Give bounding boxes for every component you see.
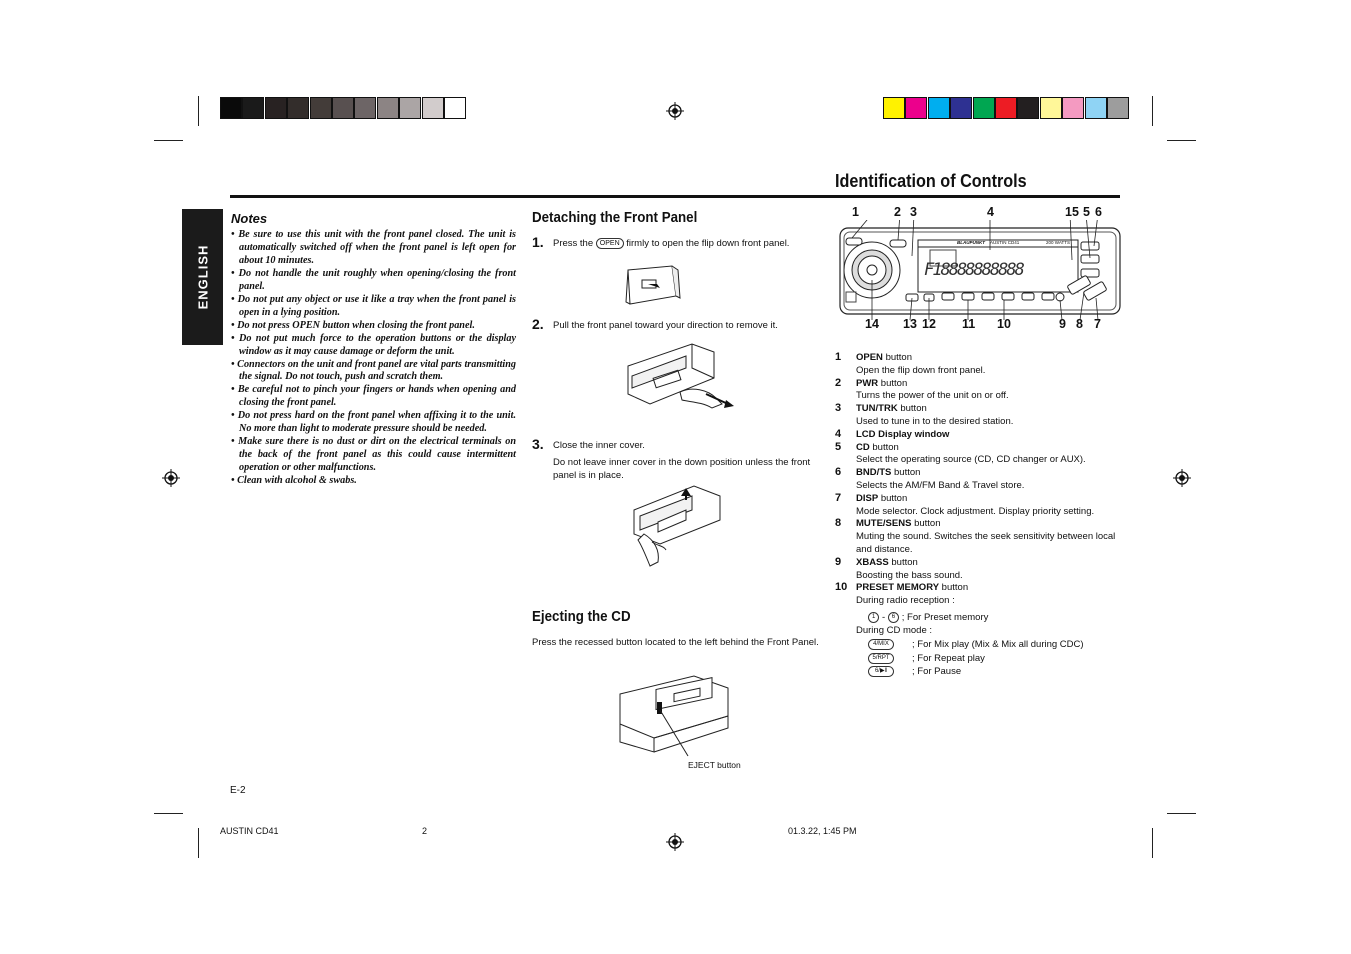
color-swatch bbox=[287, 97, 309, 119]
note-item: • Do not press OPEN button when closing the front panel. bbox=[231, 319, 475, 331]
color-swatch bbox=[1040, 97, 1062, 119]
registration-mark-icon bbox=[666, 102, 684, 120]
control-number: 3 bbox=[835, 402, 842, 415]
note-item: • Make sure there is no dust or dirt on the electrical terminals on the back of the front panel as this could cause intermittent operation or other malfunctions. bbox=[231, 436, 516, 474]
callout-label: 14 bbox=[865, 317, 879, 331]
step-number: 2. bbox=[532, 316, 544, 332]
language-label: ENGLISH bbox=[195, 244, 210, 310]
control-item bbox=[835, 442, 1125, 468]
control-number: 2 bbox=[835, 376, 842, 389]
control-number: 9 bbox=[835, 555, 842, 568]
crop-mark bbox=[154, 813, 183, 814]
preset-key-6: 6 bbox=[888, 612, 899, 623]
note-item: • Do not put any object or use it like a tray when the front panel is open in a lying position. bbox=[231, 293, 516, 318]
crop-mark bbox=[1167, 813, 1196, 814]
color-swatch bbox=[220, 97, 242, 119]
crop-mark bbox=[198, 828, 199, 858]
callout-label: 9 bbox=[1059, 317, 1066, 331]
control-item bbox=[835, 429, 1125, 442]
control-suffix: button bbox=[878, 377, 908, 389]
cd-mode-text: ; For Pause bbox=[912, 666, 962, 678]
preset-radio-text: ; For Preset memory bbox=[901, 611, 989, 623]
callout-label: 10 bbox=[997, 317, 1011, 331]
crop-mark bbox=[1152, 96, 1153, 126]
color-swatch bbox=[377, 97, 399, 119]
control-name: BND/TS bbox=[856, 467, 892, 479]
callout-label: 2 bbox=[894, 205, 901, 219]
color-swatch bbox=[928, 97, 950, 119]
step2-text: Pull the front panel toward your direction to remove it. bbox=[553, 320, 778, 331]
note-item: • Be sure to use this unit with the front panel closed. The unit is automatically switched off when the front panel is left open for about 10 minutes. bbox=[231, 229, 516, 266]
callout-label: 4 bbox=[987, 205, 994, 219]
control-desc: Muting the sound. Switches the seek sensitivity between local and distance. bbox=[856, 531, 1116, 555]
callout-label: 3 bbox=[910, 205, 917, 219]
control-suffix: button bbox=[891, 467, 921, 479]
crop-mark bbox=[154, 140, 183, 141]
color-swatch bbox=[332, 97, 354, 119]
control-name: LCD Display window bbox=[856, 428, 950, 440]
control-item bbox=[835, 518, 1125, 556]
crop-mark bbox=[1167, 140, 1196, 141]
cd-mode-label: During CD mode : bbox=[856, 625, 933, 637]
color-swatch bbox=[995, 97, 1017, 119]
control-name: TUN/TRK bbox=[856, 403, 898, 415]
model-label: AUSTIN CD41 bbox=[990, 240, 1020, 245]
control-desc: Select the operating source (CD, CD changer or AUX). bbox=[856, 454, 1086, 466]
color-swatch bbox=[354, 97, 376, 119]
control-name: MUTE/SENS bbox=[856, 518, 912, 530]
color-swatch bbox=[265, 97, 287, 119]
color-swatch bbox=[310, 97, 332, 119]
control-suffix: button bbox=[888, 556, 918, 568]
controls-list bbox=[835, 352, 1125, 680]
step3-note: Do not leave inner cover in the down position unless the front panel is in place. bbox=[553, 457, 811, 481]
color-swatch bbox=[973, 97, 995, 119]
step-number: 1. bbox=[532, 234, 544, 250]
control-suffix: button bbox=[939, 582, 969, 594]
brand-logo: BLAUPUNKT bbox=[957, 240, 985, 245]
color-swatch bbox=[1107, 97, 1129, 119]
crop-mark bbox=[198, 96, 199, 126]
cd-mode-row bbox=[868, 653, 1125, 667]
cd-mode-text: ; For Repeat play bbox=[912, 652, 985, 664]
open-key: OPEN bbox=[596, 238, 624, 249]
callout-label: 5 bbox=[1083, 205, 1090, 219]
pause-key: 6/▶︎‖ bbox=[868, 666, 894, 677]
color-swatch bbox=[399, 97, 421, 119]
color-swatch bbox=[905, 97, 927, 119]
eject-section-title: Ejecting the CD bbox=[532, 609, 631, 625]
control-item bbox=[835, 403, 1125, 429]
page-title: Identification of Controls bbox=[835, 171, 1027, 191]
remove-panel-illustration bbox=[622, 338, 742, 414]
callout-label: 8 bbox=[1076, 317, 1083, 331]
registration-mark-icon bbox=[666, 833, 684, 851]
control-item bbox=[835, 493, 1125, 519]
callout-label: 15 bbox=[1065, 205, 1079, 219]
control-item bbox=[835, 582, 1125, 608]
preset-key-1: 1 bbox=[868, 612, 879, 623]
callout-label: 12 bbox=[922, 317, 936, 331]
step3-text: Close the inner cover. bbox=[553, 440, 645, 451]
control-desc: During radio reception : bbox=[856, 595, 955, 607]
control-number: 10 bbox=[835, 581, 848, 594]
header-rule bbox=[230, 195, 1120, 198]
callout-label: 11 bbox=[962, 317, 976, 331]
color-swatch bbox=[422, 97, 444, 119]
preset-keys bbox=[835, 612, 1125, 626]
color-swatch bbox=[950, 97, 972, 119]
control-desc: Selects the AM/FM Band & Travel store. bbox=[856, 479, 1025, 491]
mix-key: 4/MIX bbox=[868, 639, 894, 650]
registration-mark-icon bbox=[1173, 469, 1191, 487]
color-swatch bbox=[444, 97, 466, 119]
close-cover-illustration bbox=[630, 480, 726, 570]
callout-label: 13 bbox=[903, 317, 917, 331]
note-item: • Do not press hard on the front panel when affixing it to the unit. No more than light to moderate pressure should be needed. bbox=[231, 410, 516, 435]
control-number: 1 bbox=[835, 351, 842, 363]
callout-label: 6 bbox=[1095, 205, 1102, 219]
footer-model: AUSTIN CD41 bbox=[220, 826, 279, 836]
cd-mode-list bbox=[835, 639, 1125, 680]
control-name: OPEN bbox=[856, 352, 883, 363]
repeat-key: 5/RPT bbox=[868, 653, 894, 664]
watts-label: 200 WATTS bbox=[1046, 240, 1071, 245]
control-suffix: button bbox=[911, 518, 941, 530]
note-item: • Be careful not to pinch your fingers or hands when opening and closing the front panel. bbox=[231, 384, 516, 409]
color-swatch bbox=[1017, 97, 1039, 119]
step-number: 3. bbox=[532, 436, 544, 452]
control-suffix: button bbox=[878, 492, 908, 504]
control-number: 7 bbox=[835, 491, 842, 504]
preset-radio-row bbox=[868, 612, 1125, 626]
control-number: 6 bbox=[835, 466, 842, 479]
control-name: CD bbox=[856, 441, 870, 453]
control-number: 8 bbox=[835, 517, 842, 530]
language-tab bbox=[182, 209, 223, 345]
cd-mode-row bbox=[868, 666, 1125, 680]
control-desc: Boosting the bass sound. bbox=[856, 569, 963, 581]
step1-pre: Press the bbox=[553, 238, 594, 249]
cd-mode-row bbox=[868, 639, 1125, 653]
footer-date: 01.3.22, 1:45 PM bbox=[788, 826, 857, 836]
control-item bbox=[835, 557, 1125, 583]
control-desc: Turns the power of the unit on or off. bbox=[856, 390, 1009, 402]
callout-label: 1 bbox=[852, 205, 859, 219]
color-swatch bbox=[1062, 97, 1084, 119]
preset-dash: - bbox=[881, 611, 886, 623]
registration-mark-icon bbox=[162, 469, 180, 487]
note-item: • Do not put much force to the operation buttons or the display window as it may cause damage or deform the unit. bbox=[231, 332, 516, 357]
control-number: 5 bbox=[835, 440, 842, 453]
detach-section-title: Detaching the Front Panel bbox=[532, 210, 698, 226]
notes-list bbox=[231, 229, 516, 488]
eject-illustration bbox=[616, 672, 736, 758]
lcd-display: F18888888888 bbox=[924, 260, 1023, 280]
crop-mark bbox=[1152, 828, 1153, 858]
color-swatch bbox=[242, 97, 264, 119]
control-name: PWR bbox=[856, 377, 879, 389]
note-item: • Do not handle the unit roughly when opening/closing the front panel. bbox=[231, 267, 516, 292]
control-desc: Open the flip down front panel. bbox=[856, 364, 986, 376]
eject-text: Press the recessed button located to the left behind the Front Panel. bbox=[532, 637, 819, 648]
step1-text bbox=[553, 237, 789, 250]
page-number: E-2 bbox=[230, 785, 246, 796]
control-item bbox=[835, 378, 1125, 404]
eject-caption: EJECT button bbox=[688, 760, 741, 770]
control-desc: Mode selector. Clock adjustment. Display priority setting. bbox=[856, 505, 1095, 517]
control-name: DISP bbox=[856, 492, 879, 504]
control-name: XBASS bbox=[856, 556, 889, 568]
control-desc: Used to tune in to the desired station. bbox=[856, 415, 1014, 427]
control-suffix: button bbox=[869, 441, 899, 453]
notes-title: Notes bbox=[231, 211, 268, 226]
cd-mode-text: ; For Mix play (Mix & Mix all during CDC) bbox=[912, 639, 1084, 651]
control-item bbox=[835, 352, 1125, 378]
note-item: • Clean with alcohol & swabs. bbox=[231, 475, 357, 487]
control-item bbox=[835, 467, 1125, 493]
step1-post: firmly to open the flip down front panel. bbox=[626, 238, 790, 249]
control-suffix: button bbox=[882, 352, 912, 363]
press-open-illustration bbox=[620, 262, 682, 310]
note-item: • Connectors on the unit and front panel are vital parts transmitting the signal. Do not touch, push and scratch them. bbox=[231, 358, 516, 383]
control-suffix: button bbox=[897, 403, 927, 415]
color-swatch bbox=[883, 97, 905, 119]
callout-label: 7 bbox=[1094, 317, 1101, 331]
color-swatch bbox=[1085, 97, 1107, 119]
control-number: 4 bbox=[835, 427, 842, 440]
footer-sheet: 2 bbox=[422, 826, 428, 836]
control-name: PRESET MEMORY bbox=[856, 582, 940, 594]
